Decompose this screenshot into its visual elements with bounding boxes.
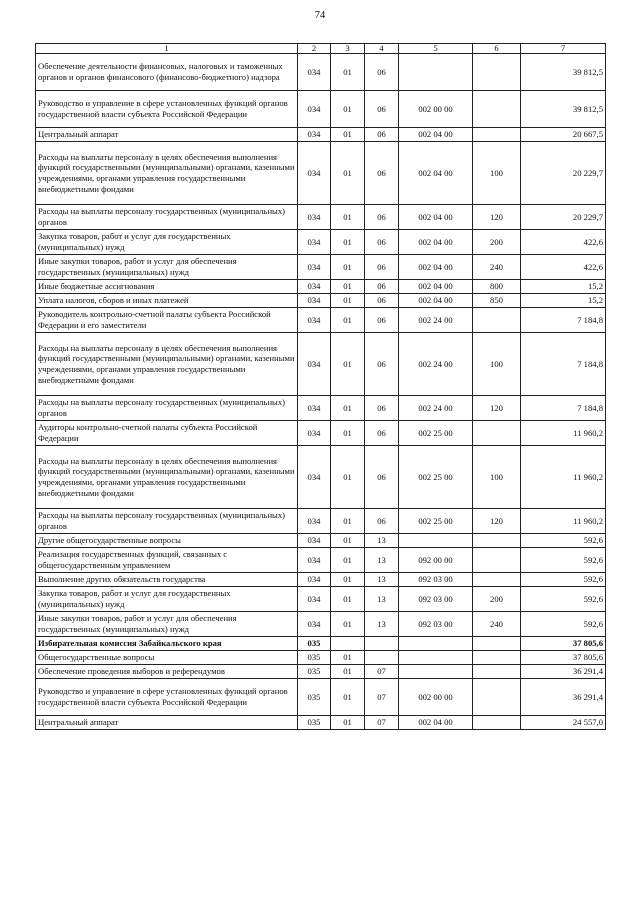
row-amount: 36 291,4 (521, 665, 606, 679)
row-name: Уплата налогов, сборов и иных платежей (36, 294, 298, 308)
row-amount: 592,6 (521, 573, 606, 587)
row-admin-code: 034 (298, 230, 331, 255)
row-section: 01 (331, 128, 365, 142)
row-target-article (399, 651, 473, 665)
row-amount: 20 229,7 (521, 205, 606, 230)
row-subsection: 06 (365, 280, 399, 294)
row-expense-type (473, 573, 521, 587)
row-section: 01 (331, 205, 365, 230)
row-amount: 422,6 (521, 255, 606, 280)
row-target-article: 002 04 00 (399, 255, 473, 280)
row-expense-type (473, 679, 521, 716)
row-admin-code: 035 (298, 716, 331, 730)
row-subsection: 07 (365, 665, 399, 679)
row-expense-type (473, 54, 521, 91)
table-row (36, 573, 606, 587)
row-section (331, 637, 365, 651)
row-subsection (365, 651, 399, 665)
row-name: Избирательная комиссия Забайкальского края (36, 637, 298, 651)
row-name: Расходы на выплаты персоналу государственных (муниципальных) органов (36, 205, 298, 230)
header-cell: 3 (331, 44, 365, 54)
row-target-article: 092 03 00 (399, 612, 473, 637)
row-amount: 592,6 (521, 548, 606, 573)
row-expense-type: 200 (473, 587, 521, 612)
row-amount: 7 184,8 (521, 396, 606, 421)
row-name: Расходы на выплаты персоналу государственных (муниципальных) органов (36, 396, 298, 421)
row-section: 01 (331, 679, 365, 716)
row-name: Иные бюджетные ассигнования (36, 280, 298, 294)
row-target-article: 092 03 00 (399, 573, 473, 587)
row-amount: 36 291,4 (521, 679, 606, 716)
row-expense-type (473, 651, 521, 665)
row-name: Закупка товаров, работ и услуг для государственных (муниципальных) нужд (36, 230, 298, 255)
table-row (36, 548, 606, 573)
row-admin-code: 034 (298, 396, 331, 421)
row-admin-code: 034 (298, 612, 331, 637)
row-amount: 422,6 (521, 230, 606, 255)
row-subsection (365, 637, 399, 651)
row-amount: 592,6 (521, 534, 606, 548)
row-admin-code: 034 (298, 548, 331, 573)
row-name: Руководство и управление в сфере установленных функций органов государственной власти субъекта Российской Федерации (36, 679, 298, 716)
row-section: 01 (331, 255, 365, 280)
row-expense-type (473, 716, 521, 730)
row-subsection: 06 (365, 255, 399, 280)
row-amount: 592,6 (521, 612, 606, 637)
row-target-article: 002 00 00 (399, 679, 473, 716)
row-target-article: 002 04 00 (399, 142, 473, 205)
row-expense-type: 100 (473, 446, 521, 509)
table-row (36, 587, 606, 612)
table-row (36, 308, 606, 333)
row-admin-code: 034 (298, 280, 331, 294)
row-target-article (399, 534, 473, 548)
row-subsection: 06 (365, 308, 399, 333)
row-section: 01 (331, 308, 365, 333)
row-target-article: 002 25 00 (399, 421, 473, 446)
row-subsection: 06 (365, 54, 399, 91)
row-amount: 592,6 (521, 587, 606, 612)
row-section: 01 (331, 716, 365, 730)
row-name: Расходы на выплаты персоналу государственных (муниципальных) органов (36, 509, 298, 534)
row-section: 01 (331, 534, 365, 548)
row-subsection: 06 (365, 421, 399, 446)
row-subsection: 06 (365, 205, 399, 230)
row-expense-type: 850 (473, 294, 521, 308)
row-amount: 37 805,6 (521, 651, 606, 665)
row-name: Центральный аппарат (36, 716, 298, 730)
row-section: 01 (331, 509, 365, 534)
row-expense-type (473, 91, 521, 128)
row-subsection: 06 (365, 294, 399, 308)
table-row (36, 665, 606, 679)
row-admin-code: 035 (298, 651, 331, 665)
row-subsection: 13 (365, 612, 399, 637)
row-name: Расходы на выплаты персоналу в целях обеспечения выполнения функций государственными (муниципальными) органами, казенными учреждениями, органами управления государственными внебюджетными фондами (36, 142, 298, 205)
row-section: 01 (331, 294, 365, 308)
row-subsection: 13 (365, 548, 399, 573)
row-target-article: 002 04 00 (399, 230, 473, 255)
row-amount: 7 184,8 (521, 308, 606, 333)
row-name: Иные закупки товаров, работ и услуг для обеспечения государственных (муниципальных) нужд (36, 612, 298, 637)
row-admin-code: 034 (298, 205, 331, 230)
row-section: 01 (331, 230, 365, 255)
row-section: 01 (331, 651, 365, 665)
row-section: 01 (331, 548, 365, 573)
row-name: Центральный аппарат (36, 128, 298, 142)
table-row (36, 333, 606, 396)
row-target-article: 002 04 00 (399, 128, 473, 142)
row-expense-type: 120 (473, 396, 521, 421)
row-section: 01 (331, 587, 365, 612)
row-admin-code: 034 (298, 54, 331, 91)
row-name: Закупка товаров, работ и услуг для государственных (муниципальных) нужд (36, 587, 298, 612)
row-target-article: 002 04 00 (399, 280, 473, 294)
row-target-article: 002 24 00 (399, 308, 473, 333)
row-target-article (399, 637, 473, 651)
table-row (36, 509, 606, 534)
header-cell: 1 (36, 44, 298, 54)
row-expense-type: 200 (473, 230, 521, 255)
row-expense-type (473, 665, 521, 679)
row-subsection: 06 (365, 396, 399, 421)
row-amount: 11 960,2 (521, 446, 606, 509)
row-section: 01 (331, 446, 365, 509)
table-row (36, 446, 606, 509)
row-section: 01 (331, 54, 365, 91)
row-subsection: 06 (365, 91, 399, 128)
header-cell: 5 (399, 44, 473, 54)
row-amount: 39 812,5 (521, 54, 606, 91)
table-row (36, 142, 606, 205)
budget-table (35, 43, 606, 730)
row-target-article: 002 04 00 (399, 205, 473, 230)
row-expense-type (473, 548, 521, 573)
row-name: Другие общегосударственные вопросы (36, 534, 298, 548)
row-admin-code: 034 (298, 142, 331, 205)
row-name: Руководитель контрольно-счетной палаты субъекта Российской Федерации и его заместители (36, 308, 298, 333)
row-admin-code: 034 (298, 534, 331, 548)
row-target-article: 002 24 00 (399, 396, 473, 421)
row-admin-code: 034 (298, 128, 331, 142)
table-row (36, 716, 606, 730)
row-section: 01 (331, 280, 365, 294)
row-target-article: 002 25 00 (399, 446, 473, 509)
row-target-article (399, 54, 473, 91)
row-subsection: 06 (365, 446, 399, 509)
header-cell: 2 (298, 44, 331, 54)
table-row (36, 91, 606, 128)
row-target-article: 002 25 00 (399, 509, 473, 534)
row-expense-type (473, 637, 521, 651)
row-admin-code: 034 (298, 446, 331, 509)
table-row (36, 54, 606, 91)
table-row (36, 534, 606, 548)
row-expense-type: 100 (473, 142, 521, 205)
row-name: Выполнение других обязательств государства (36, 573, 298, 587)
row-section: 01 (331, 612, 365, 637)
row-target-article (399, 665, 473, 679)
row-section: 01 (331, 91, 365, 128)
row-expense-type: 240 (473, 612, 521, 637)
row-subsection: 06 (365, 333, 399, 396)
row-section: 01 (331, 333, 365, 396)
row-admin-code: 034 (298, 255, 331, 280)
row-admin-code: 035 (298, 637, 331, 651)
row-amount: 15,2 (521, 294, 606, 308)
header-cell: 7 (521, 44, 606, 54)
row-amount: 20 229,7 (521, 142, 606, 205)
row-admin-code: 034 (298, 333, 331, 396)
row-section: 01 (331, 396, 365, 421)
row-subsection: 13 (365, 573, 399, 587)
table-row (36, 396, 606, 421)
table-row (36, 280, 606, 294)
row-amount: 20 667,5 (521, 128, 606, 142)
row-amount: 15,2 (521, 280, 606, 294)
row-name: Расходы на выплаты персоналу в целях обеспечения выполнения функций государственными (муниципальными) органами, казенными учреждениями, органами управления государственными внебюджетными фондами (36, 446, 298, 509)
row-subsection: 07 (365, 679, 399, 716)
row-amount: 11 960,2 (521, 421, 606, 446)
row-subsection: 06 (365, 142, 399, 205)
row-section: 01 (331, 573, 365, 587)
table-row (36, 421, 606, 446)
row-expense-type (473, 308, 521, 333)
row-expense-type: 100 (473, 333, 521, 396)
table-row (36, 637, 606, 651)
row-admin-code: 034 (298, 587, 331, 612)
table-row (36, 205, 606, 230)
row-subsection: 06 (365, 128, 399, 142)
row-target-article: 092 00 00 (399, 548, 473, 573)
table-row (36, 679, 606, 716)
table-header-row (36, 44, 606, 54)
row-expense-type (473, 128, 521, 142)
row-name: Иные закупки товаров, работ и услуг для обеспечения государственных (муниципальных) нужд (36, 255, 298, 280)
row-section: 01 (331, 421, 365, 446)
row-name: Аудиторы контрольно-счетной палаты субъекта Российской Федерации (36, 421, 298, 446)
row-amount: 11 960,2 (521, 509, 606, 534)
row-amount: 7 184,8 (521, 333, 606, 396)
table-row (36, 612, 606, 637)
row-expense-type: 120 (473, 205, 521, 230)
table-row (36, 230, 606, 255)
row-expense-type: 120 (473, 509, 521, 534)
row-name: Общегосударственные вопросы (36, 651, 298, 665)
row-name: Обеспечение деятельности финансовых, налоговых и таможенных органов и органов финансового (финансово-бюджетного) надзора (36, 54, 298, 91)
row-target-article: 002 04 00 (399, 716, 473, 730)
row-expense-type (473, 534, 521, 548)
row-target-article: 002 04 00 (399, 294, 473, 308)
row-subsection: 06 (365, 230, 399, 255)
header-cell: 6 (473, 44, 521, 54)
row-section: 01 (331, 142, 365, 205)
row-name: Расходы на выплаты персоналу в целях обеспечения выполнения функций государственными (муниципальными) органами, казенными учреждениями, органами управления государственными внебюджетными фондами (36, 333, 298, 396)
row-expense-type: 240 (473, 255, 521, 280)
row-name: Реализация государственных функций, связанных с общегосударственным управлением (36, 548, 298, 573)
table-row (36, 651, 606, 665)
row-amount: 37 805,6 (521, 637, 606, 651)
table-row (36, 255, 606, 280)
table-row (36, 294, 606, 308)
row-target-article: 002 00 00 (399, 91, 473, 128)
row-target-article: 092 03 00 (399, 587, 473, 612)
page-number: 74 (314, 10, 326, 21)
row-expense-type (473, 421, 521, 446)
row-name: Обеспечение проведения выборов и референдумов (36, 665, 298, 679)
row-subsection: 13 (365, 534, 399, 548)
row-amount: 24 557,0 (521, 716, 606, 730)
row-subsection: 06 (365, 509, 399, 534)
row-admin-code: 034 (298, 308, 331, 333)
row-section: 01 (331, 665, 365, 679)
table-row (36, 128, 606, 142)
row-subsection: 07 (365, 716, 399, 730)
row-name: Руководство и управление в сфере установленных функций органов государственной власти субъекта Российской Федерации (36, 91, 298, 128)
row-admin-code: 034 (298, 509, 331, 534)
row-admin-code: 034 (298, 421, 331, 446)
row-admin-code: 034 (298, 91, 331, 128)
row-admin-code: 035 (298, 679, 331, 716)
header-cell: 4 (365, 44, 399, 54)
row-admin-code: 035 (298, 665, 331, 679)
row-target-article: 002 24 00 (399, 333, 473, 396)
row-amount: 39 812,5 (521, 91, 606, 128)
row-admin-code: 034 (298, 573, 331, 587)
row-expense-type: 800 (473, 280, 521, 294)
row-admin-code: 034 (298, 294, 331, 308)
row-subsection: 13 (365, 587, 399, 612)
